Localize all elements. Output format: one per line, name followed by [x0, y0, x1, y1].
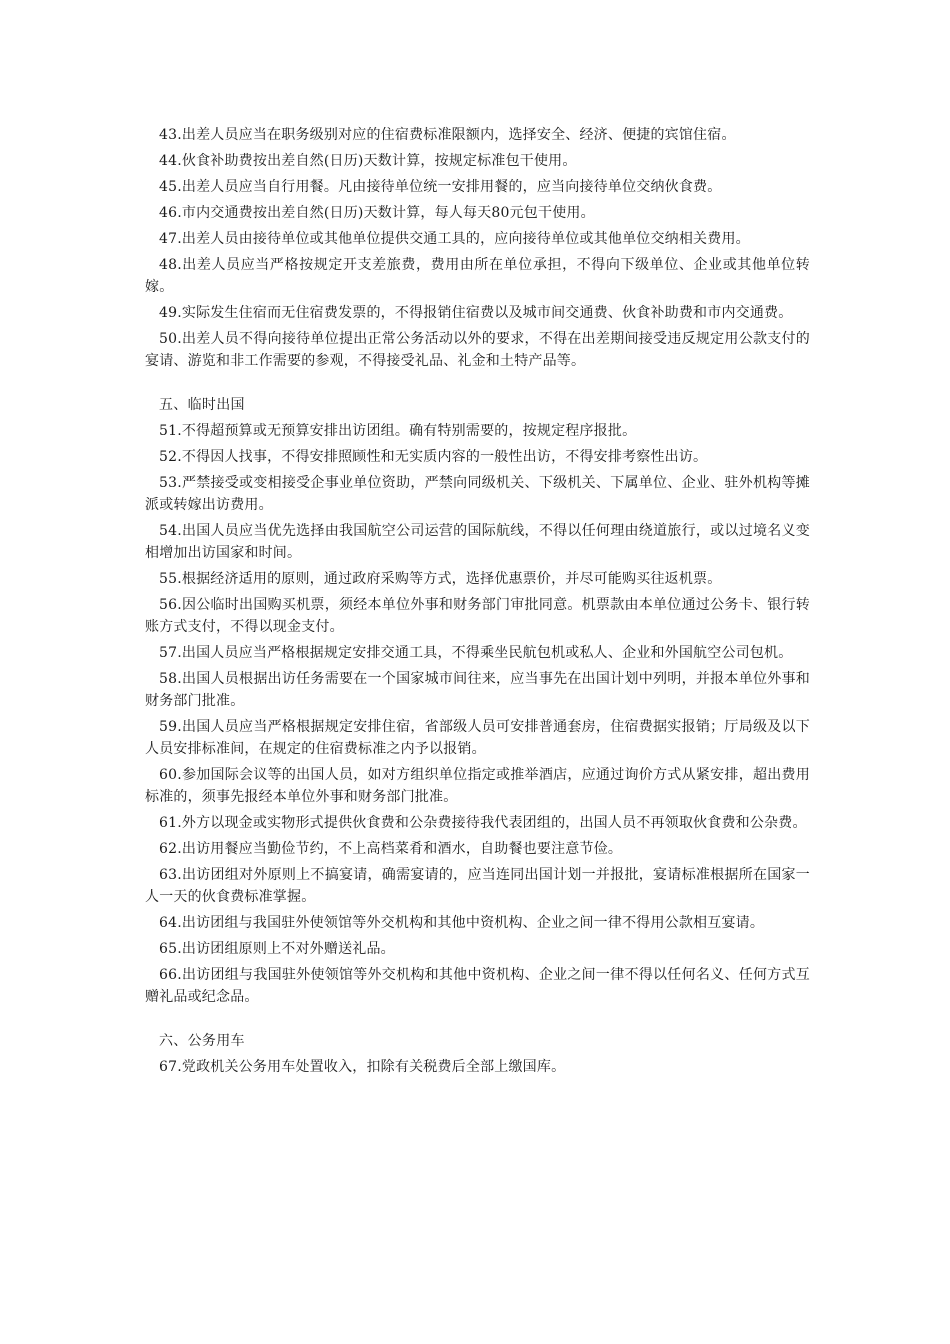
- clause-51: 51.不得超预算或无预算安排出访团组。确有特别需要的，按规定程序报批。: [159, 423, 637, 439]
- clause-61: 61.外方以现金或实物形式提供伙食费和公杂费接待我代表团组的，出国人员不再领取伙食费和公杂费。: [159, 815, 807, 831]
- document-page: [145, 124, 810, 1082]
- clause-45: 45.出差人员应当自行用餐。凡由接待单位统一安排用餐的，应当向接待单位交纳伙食费。: [159, 179, 722, 195]
- clause-65: 65.出访团组原则上不对外赠送礼品。: [159, 941, 395, 957]
- clause-46: 46.市内交通费按出差自然(日历)天数计算，每人每天80元包干使用。: [159, 205, 595, 221]
- clause-67: 67.党政机关公务用车处置收入，扣除有关税费后全部上缴国库。: [159, 1059, 566, 1075]
- section-temporary-going-abroad: [145, 394, 810, 1008]
- clause-64: 64.出访团组与我国驻外使领馆等外交机构和其他中资机构、企业之间一律不得用公款相互宴请。: [159, 915, 765, 931]
- clause-63: 63.出访团组对外原则上不搞宴请，确需宴请的，应当连同出国计划一并报批，宴请标准根据所在国家一人一天的伙食费标准掌握。: [145, 867, 810, 905]
- clause-62: 62.出访用餐应当勤俭节约，不上高档菜肴和酒水，自助餐也要注意节俭。: [159, 841, 623, 857]
- clause-52: 52.不得因人找事，不得安排照顾性和无实质内容的一般性出访，不得安排考察性出访。: [159, 449, 708, 465]
- clause-43: 43.出差人员应当在职务级别对应的住宿费标准限额内，选择安全、经济、便捷的宾馆住宿。: [159, 127, 736, 143]
- clause-49: 49.实际发生住宿而无住宿费发票的，不得报销住宿费以及城市间交通费、伙食补助费和市内交通费。: [159, 305, 793, 321]
- clause-47: 47.出差人员由接待单位或其他单位提供交通工具的，应向接待单位或其他单位交纳相关费用。: [159, 231, 750, 247]
- section-travel-expenses: [145, 124, 810, 372]
- clause-56: 56.因公临时出国购买机票，须经本单位外事和财务部门审批同意。机票款由本单位通过公务卡、银行转账方式支付，不得以现金支付。: [145, 597, 810, 635]
- clause-50: 50.出差人员不得向接待单位提出正常公务活动以外的要求，不得在出差期间接受违反规定用公款支付的宴请、游览和非工作需要的参观，不得接受礼品、礼金和土特产品等。: [145, 331, 810, 369]
- clause-66: 66.出访团组与我国驻外使领馆等外交机构和其他中资机构、企业之间一律不得以任何名义、任何方式互赠礼品或纪念品。: [145, 967, 810, 1005]
- clause-58: 58.出国人员根据出访任务需要在一个国家城市间往来，应当事先在出国计划中列明，并报本单位外事和财务部门批准。: [145, 671, 810, 709]
- clause-60: 60.参加国际会议等的出国人员，如对方组织单位指定或推举酒店，应通过询价方式从紧安排，超出费用标准的，须事先报经本单位外事和财务部门批准。: [145, 767, 810, 805]
- clause-48: 48.出差人员应当严格按规定开支差旅费，费用由所在单位承担，不得向下级单位、企业或其他单位转嫁。: [145, 257, 810, 295]
- clause-57: 57.出国人员应当严格根据规定安排交通工具，不得乘坐民航包机或私人、企业和外国航空公司包机。: [159, 645, 793, 661]
- clause-44: 44.伙食补助费按出差自然(日历)天数计算，按规定标准包干使用。: [159, 153, 577, 169]
- clause-53: 53.严禁接受或变相接受企事业单位资助，严禁向同级机关、下级机关、下属单位、企业、驻外机构等摊派或转嫁出访费用。: [145, 475, 810, 513]
- clause-59: 59.出国人员应当严格根据规定安排住宿，省部级人员可安排普通套房，住宿费据实报销；厅局级及以下人员安排标准间，在规定的住宿费标准之内予以报销。: [145, 719, 810, 757]
- clause-55: 55.根据经济适用的原则，通过政府采购等方式，选择优惠票价，并尽可能购买往返机票。: [159, 571, 722, 587]
- section-heading: 六、公务用车: [159, 1033, 245, 1049]
- section-official-vehicles: [145, 1030, 810, 1078]
- clause-54: 54.出国人员应当优先选择由我国航空公司运营的国际航线，不得以任何理由绕道旅行，或以过境名义变相增加出访国家和时间。: [145, 523, 810, 561]
- section-heading: 五、临时出国: [159, 397, 245, 413]
